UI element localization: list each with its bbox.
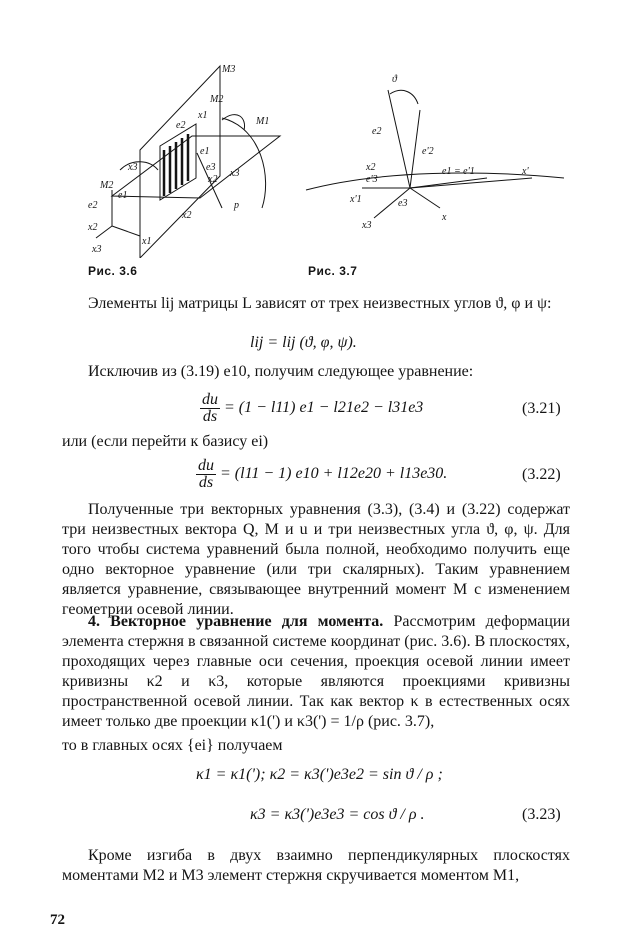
fig36-label: x3	[128, 162, 138, 173]
equation-3-23a: κ1 = κ1('); κ2 = κ3(')e3e2 = sin ϑ / ρ ;	[196, 766, 443, 783]
equation-number: (3.21)	[522, 400, 561, 417]
section-text: Рассмотрим деформации элемента стержня в связанной системе координат (рис. 3.6). В плоскостях, проходящих через главные оси сечения, проекция осевой линии имеет кривизны κ2 и κ3, которые являются проекциями кривизны пространственной осевой линии. Так как вектор κ в естественных осях имеет только две проекции κ1(') и κ3(') = 1/ρ (рис. 3.7),	[62, 613, 571, 730]
fig36-label: e3	[206, 162, 216, 173]
fig37-label: e'2	[422, 146, 434, 157]
figure-3-6	[72, 58, 300, 258]
fig37-label: x'	[522, 166, 529, 177]
fig36-label: x2	[208, 174, 218, 185]
fig36-label: x3	[230, 168, 240, 179]
equation-number: (3.23)	[522, 806, 561, 823]
fig37-label: x'1	[350, 194, 362, 205]
fig37-label: e3	[398, 198, 408, 209]
fig37-label: x3	[362, 220, 372, 231]
figure-3-6-caption: Рис. 3.6	[88, 264, 138, 278]
equation-number: (3.22)	[522, 466, 561, 483]
fig36-label: x2	[88, 222, 98, 233]
fig36-label: M1	[256, 116, 270, 127]
equation-3-22-rhs: = (l11 − 1) e10 + l12e20 + l13e30.	[220, 465, 448, 483]
fig36-label: M2	[100, 180, 114, 191]
equation-3-21: $\frac{du}{ds}$ = (1 − l11) e1 − l21e2 − l31e3	[202, 391, 424, 425]
paragraph: Исключив из (3.19) e10, получим следующее уравнение:	[88, 363, 474, 380]
fig36-label: x3	[92, 244, 102, 255]
fig36-label: x1	[198, 110, 208, 121]
fig36-label: p	[234, 200, 239, 211]
fig36-label: e1	[118, 190, 128, 201]
fig36-label: x1	[142, 236, 152, 247]
fig37-label: e'3	[366, 174, 378, 185]
equation-3-21-rhs: = (1 − l11) e1 − l21e2 − l31e3	[224, 399, 424, 417]
equation-3-23b: κ3 = κ3(')e3e3 = cos ϑ / ρ .	[250, 806, 425, 823]
paragraph: или (если перейти к базису ei)	[62, 433, 269, 450]
paragraph: то в главных осях {ei} получаем	[62, 737, 283, 754]
fig36-label: e2	[88, 200, 98, 211]
equation: lij = lij (ϑ, φ, ψ).	[250, 334, 357, 351]
fig37-label: e1 = e'1	[442, 166, 475, 177]
section-heading: 4. Векторное уравнение для момента.	[88, 613, 384, 630]
fig37-label: x2	[366, 162, 376, 173]
fig37-label: e2	[372, 126, 382, 137]
figure-3-7	[302, 70, 564, 250]
fig36-label: e2	[176, 120, 186, 131]
fig36-label: M3	[222, 64, 236, 75]
equation-3-22: $\frac{du}{ds}$ = (l11 − 1) e10 + l12e20 + l13e30.	[198, 457, 448, 491]
paragraph	[62, 612, 570, 732]
paragraph: Кроме изгиба в двух взаимно перпендикулярных плоскостях моментами M2 и M3 элемент стержня скручивается моментом M1,	[62, 847, 570, 884]
fig37-label: x	[442, 212, 447, 223]
element-box	[160, 124, 196, 200]
fig36-label: M2	[210, 94, 224, 105]
page-number: 72	[50, 912, 65, 928]
fig36-label: e1	[200, 146, 210, 157]
fig36-label: x2	[182, 210, 192, 221]
paragraph: Элементы lij матрицы L зависят от трех неизвестных углов ϑ, φ и ψ:	[88, 295, 552, 312]
paragraph: Полученные три векторных уравнения (3.3), (3.4) и (3.22) содержат три неизвестных вектора Q, M и u и три неизвестных угла ϑ, φ, ψ. Для того чтобы система уравнений была полной, необходимо получить еще одно векторное уравнение (или три скалярных). Таким уравнением является уравнение, связывающее внутренний момент M с изменением геометрии осевой линии.	[62, 501, 570, 618]
figure-3-7-caption: Рис. 3.7	[308, 264, 358, 278]
fig37-label: ϑ	[392, 74, 397, 85]
